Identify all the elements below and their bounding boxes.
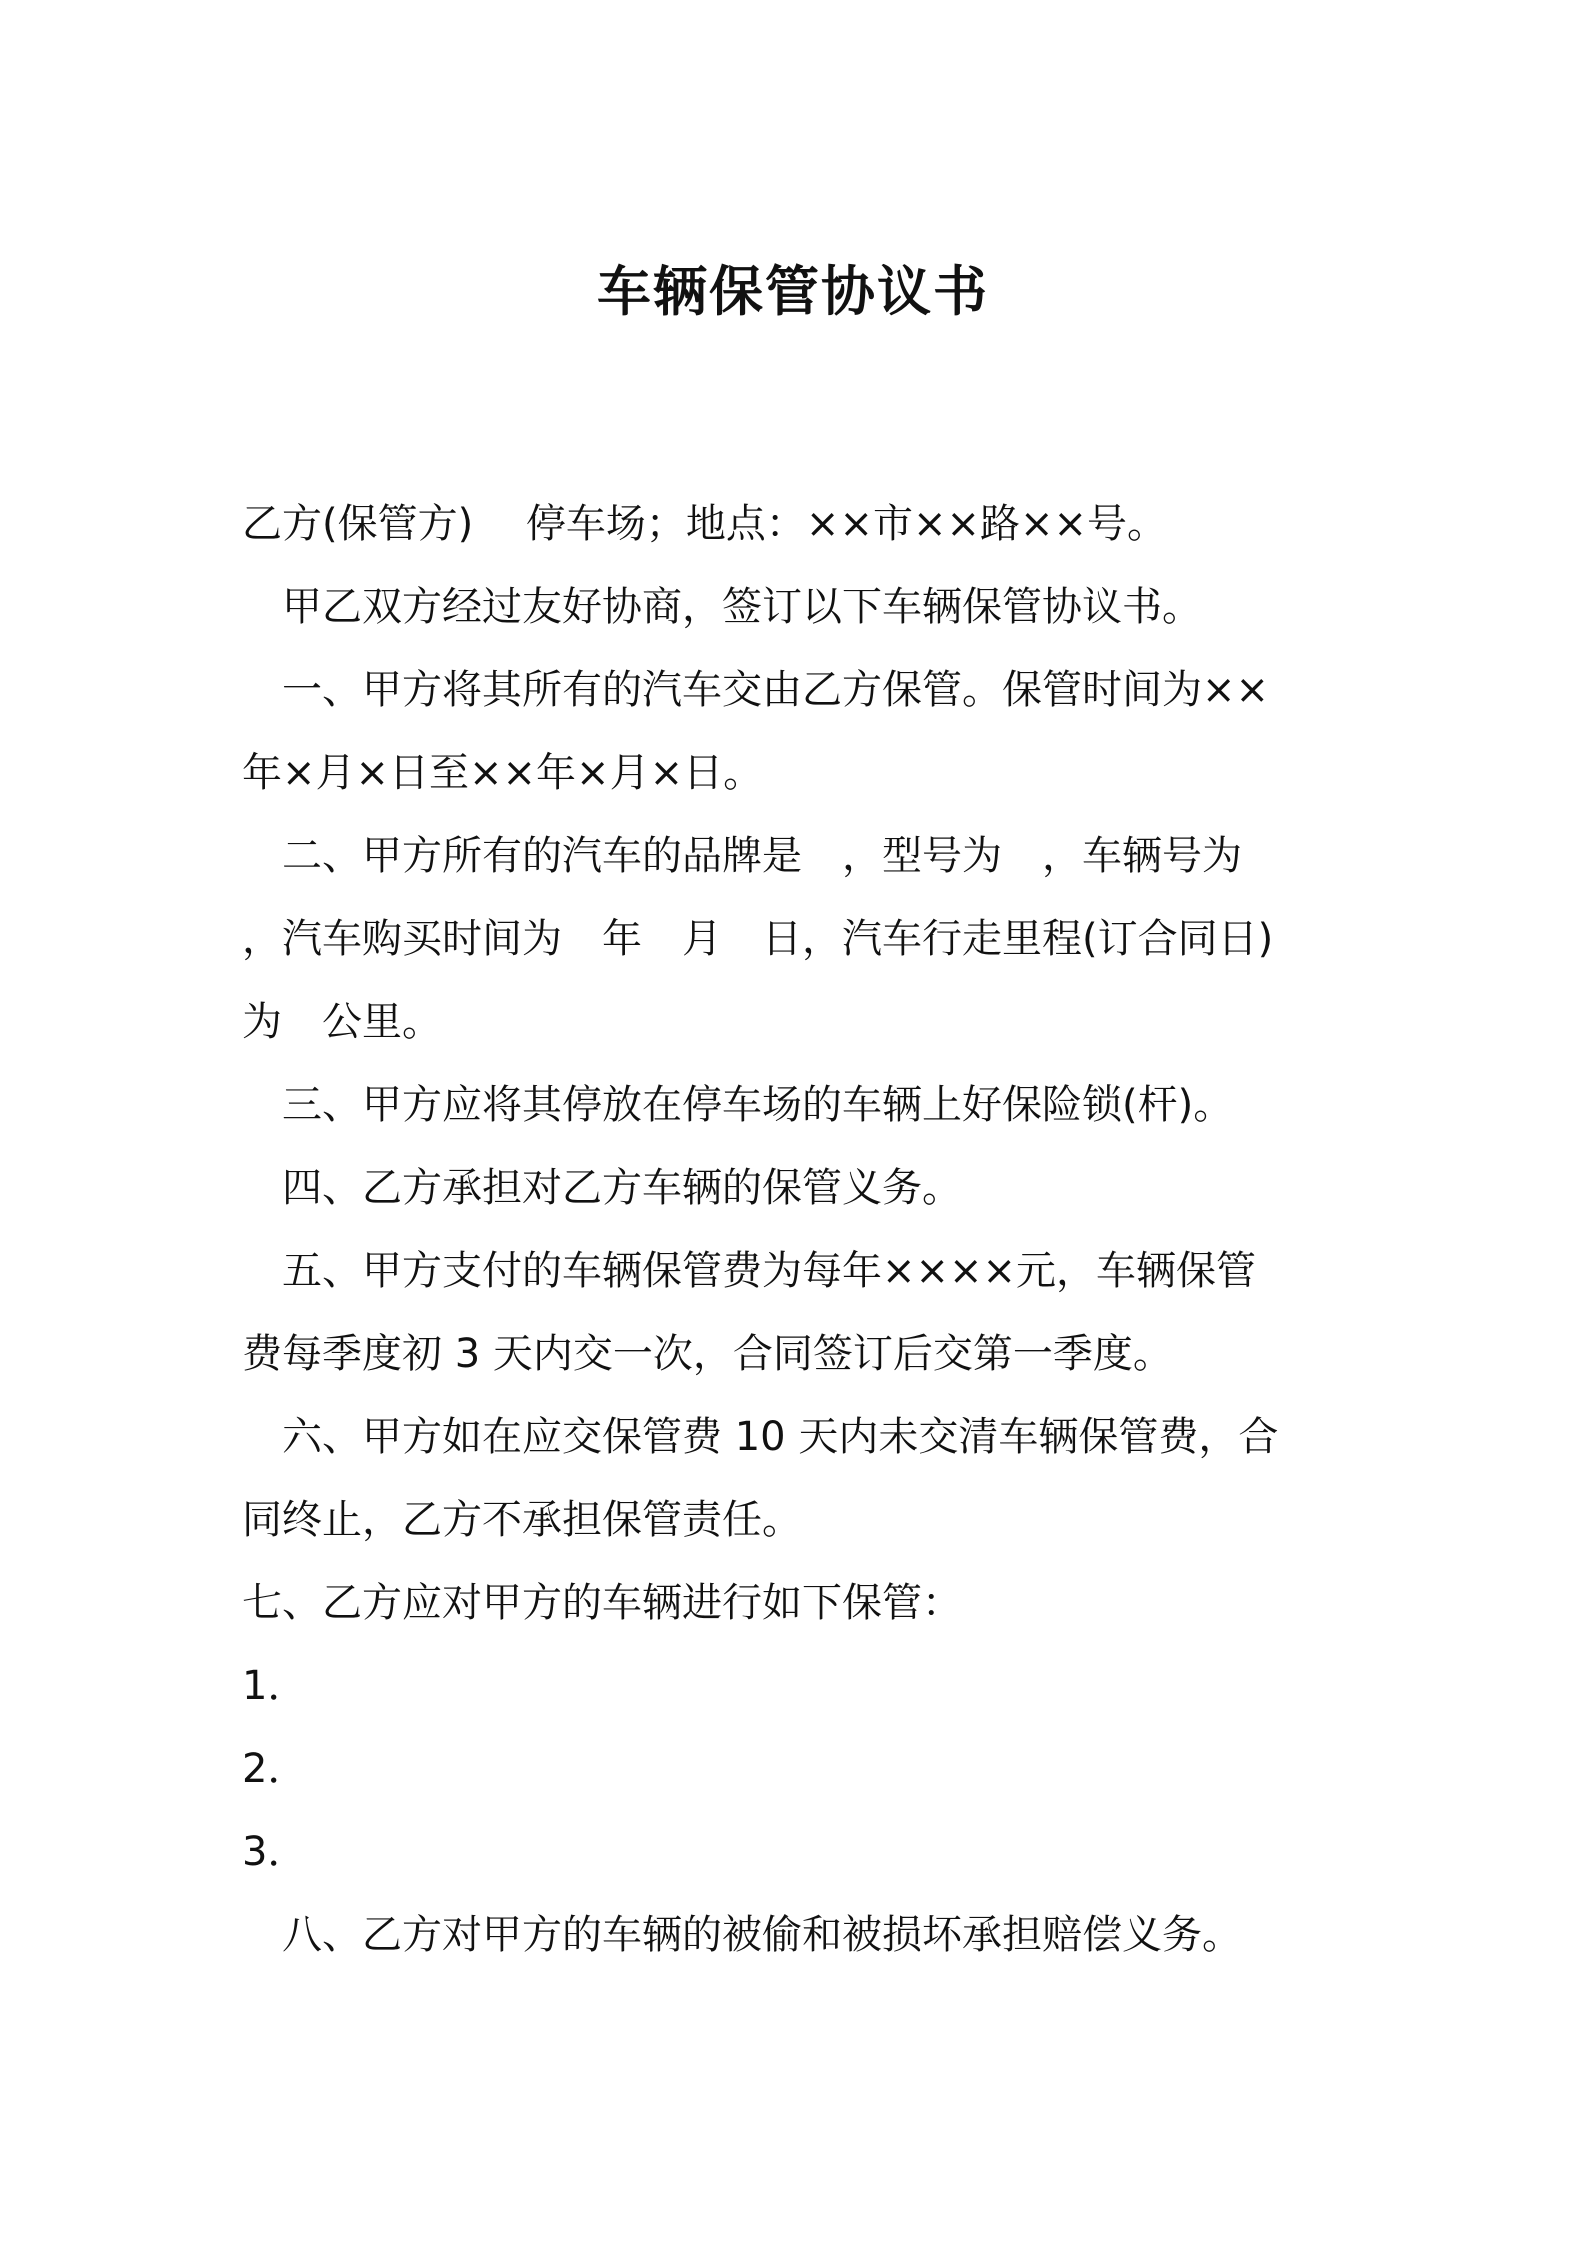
paragraph-line: 年×月×日至××年×月×日。 [242, 750, 764, 796]
paragraph-line: 六、甲方如在应交保管费 10 天内未交清车辆保管费，合 [282, 1414, 1279, 1460]
paragraph-line: ，汽车购买时间为 年 月 日，汽车行走里程(订合同日) [242, 916, 1274, 962]
paragraph-line: 二、甲方所有的汽车的品牌是 ，型号为 ，车辆号为 [282, 833, 1242, 879]
paragraph-line: 三、甲方应将其停放在停车场的车辆上好保险锁(杆)。 [282, 1082, 1234, 1128]
paragraph-line: 五、甲方支付的车辆保管费为每年××××元，车辆保管 [282, 1248, 1257, 1294]
paragraph-line: 为 公里。 [242, 999, 442, 1045]
paragraph-line: 七、乙方应对甲方的车辆进行如下保管： [242, 1580, 962, 1626]
paragraph-line: 同终止，乙方不承担保管责任。 [242, 1497, 802, 1543]
paragraph-line: 乙方(保管方) 停车场；地点：××市××路××号。 [242, 501, 1168, 547]
paragraph-line: 一、甲方将其所有的汽车交由乙方保管。保管时间为×× [282, 667, 1270, 713]
paragraph-line: 费每季度初 3 天内交一次，合同签订后交第一季度。 [242, 1331, 1173, 1377]
list-item: 1． [242, 1663, 308, 1709]
paragraph-line: 四、乙方承担对乙方车辆的保管义务。 [282, 1165, 962, 1211]
list-item: 3． [242, 1829, 308, 1875]
list-item: 2． [242, 1746, 308, 1792]
document-title: 车辆保管协议书 [597, 260, 989, 323]
paragraph-line: 八、乙方对甲方的车辆的被偷和被损坏承担赔偿义务。 [282, 1912, 1242, 1958]
paragraph-line: 甲乙双方经过友好协商，签订以下车辆保管协议书。 [282, 584, 1202, 630]
